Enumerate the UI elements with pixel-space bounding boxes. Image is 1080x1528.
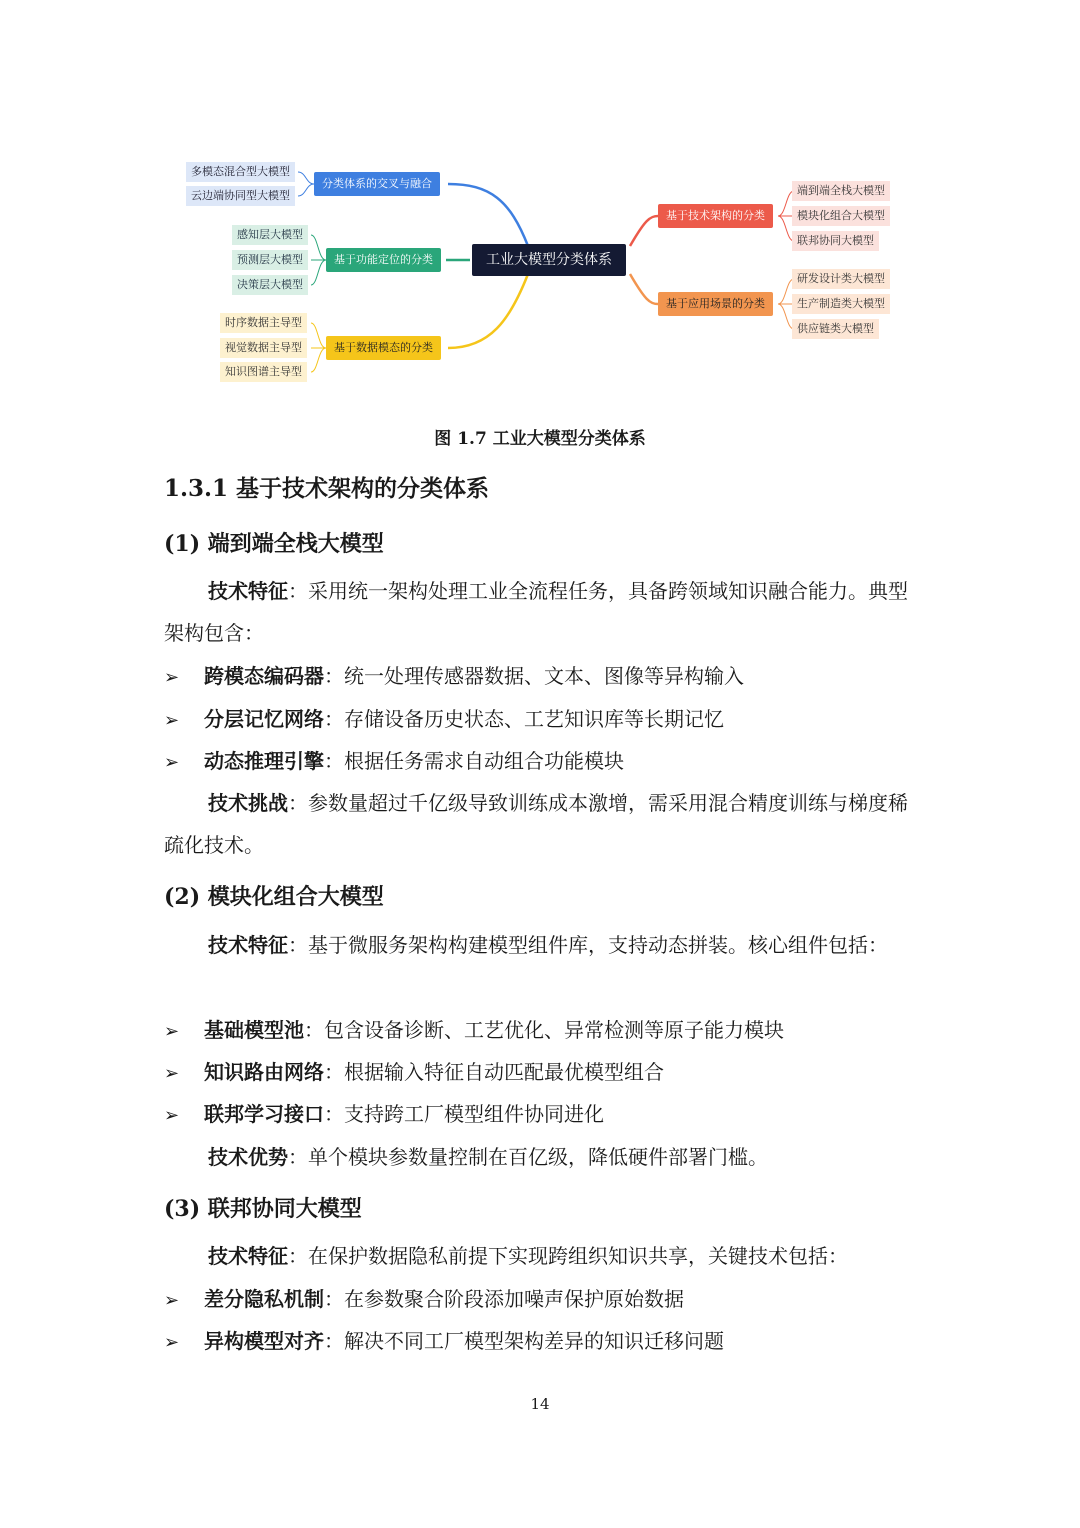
bullet-desc: ：根据任务需求自动组合功能模块: [324, 749, 624, 773]
bullet-arrow-icon: ➢: [164, 1105, 180, 1126]
bullet-arrow-icon: ➢: [164, 1332, 180, 1353]
bullet-desc: ：在参数聚合阶段添加噪声保护原始数据: [324, 1287, 684, 1311]
bullet-term: 联邦学习接口: [204, 1102, 324, 1126]
s3-bullet: [164, 1284, 924, 1316]
leaf-decision: 决策层大模型: [232, 275, 308, 295]
bullet-term: 基础模型池: [204, 1018, 304, 1042]
bullet-term: 动态推理引擎: [204, 749, 324, 773]
bullet-desc: ：支持跨工厂模型组件协同进化: [324, 1102, 604, 1126]
subsection-1-title: (1) 端到端全栈大模型: [164, 531, 384, 557]
s1-bullet: [164, 661, 924, 693]
leaf-perception: 感知层大模型: [232, 225, 308, 245]
s2-advantage-label: 技术优势: [208, 1145, 288, 1169]
bullet-arrow-icon: ➢: [164, 667, 180, 688]
s3-bullet: [164, 1326, 924, 1358]
leaf-knowledge-graph: 知识图谱主导型: [220, 362, 307, 382]
s1-challenge-text: ：参数量超过千亿级导致训练成本激增，需采用混合精度训练与梯度稀疏化技术。: [164, 791, 908, 857]
figure-caption: 图 1.7 工业大模型分类体系: [434, 429, 646, 449]
bullet-arrow-icon: ➢: [164, 710, 180, 731]
bullet-desc: ：统一处理传感器数据、文本、图像等异构输入: [324, 664, 744, 688]
bullet-term: 差分隐私机制: [204, 1287, 324, 1311]
s1-bullet: [164, 704, 924, 736]
leaf-federated: 联邦协同大模型: [792, 231, 879, 251]
s1-bullet: [164, 746, 924, 778]
leaf-prediction: 预测层大模型: [232, 250, 308, 270]
bullet-desc: ：解决不同工厂模型架构差异的知识迁移问题: [324, 1329, 724, 1353]
leaf-multimodal-hybrid: 多模态混合型大模型: [186, 162, 295, 182]
subsection-2-title: (2) 模块化组合大模型: [164, 884, 384, 910]
s3-feature-text: ：在保护数据隐私前提下实现跨组织知识共享，关键技术包括：: [288, 1244, 848, 1268]
bullet-desc: ：包含设备诊断、工艺优化、异常检测等原子能力模块: [304, 1018, 784, 1042]
connector-app: [630, 274, 658, 304]
s2-feature-label: 技术特征: [208, 933, 288, 957]
s2-bullet: [164, 1057, 924, 1089]
s2-bullet: [164, 1099, 924, 1131]
section-heading: 1.3.1 基于技术架构的分类体系: [164, 475, 490, 502]
bullet-term: 跨模态编码器: [204, 664, 324, 688]
bullet-arrow-icon: ➢: [164, 1290, 180, 1311]
subsection-3-title: (3) 联邦协同大模型: [164, 1196, 362, 1222]
bullet-arrow-icon: ➢: [164, 1063, 180, 1084]
bullet-arrow-icon: ➢: [164, 1021, 180, 1042]
s2-feature-text: ：基于微服务架构构建模型组件库，支持动态拼装。核心组件包括：: [288, 933, 888, 957]
page-number: 14: [530, 1395, 550, 1413]
connector-data: [448, 274, 528, 348]
branch-cross: 分类体系的交叉与融合: [314, 172, 440, 196]
s2-advantage-paragraph: [164, 1136, 924, 1178]
s1-challenge-paragraph: [164, 782, 924, 866]
connector-cross: [448, 184, 528, 246]
leaf-end-to-end: 端到端全栈大模型: [792, 181, 890, 201]
s3-feature-paragraph: [164, 1235, 924, 1277]
leaf-manufacturing: 生产制造类大模型: [792, 294, 890, 314]
mind-map-root: 工业大模型分类体系: [472, 244, 626, 276]
s2-bullet: [164, 1015, 924, 1047]
leaf-modular: 模块化组合大模型: [792, 206, 890, 226]
s2-feature-paragraph: [164, 924, 924, 966]
leaf-rd-design: 研发设计类大模型: [792, 269, 890, 289]
bullet-term: 分层记忆网络: [204, 707, 324, 731]
bullet-term: 知识路由网络: [204, 1060, 324, 1084]
bullet-desc: ：根据输入特征自动匹配最优模型组合: [324, 1060, 664, 1084]
s1-feature-label: 技术特征: [208, 579, 288, 603]
bullet-term: 异构模型对齐: [204, 1329, 324, 1353]
branch-data: 基于数据模态的分类: [326, 336, 441, 360]
bullet-desc: ：存储设备历史状态、工艺知识库等长期记忆: [324, 707, 724, 731]
s1-feature-text: ：采用统一架构处理工业全流程任务，具备跨领域知识融合能力。典型架构包含：: [164, 579, 908, 645]
mind-map: [180, 150, 910, 390]
leaf-cloud-edge: 云边端协同型大模型: [186, 186, 295, 206]
leaf-supply-chain: 供应链类大模型: [792, 319, 879, 339]
s1-feature-paragraph: [164, 570, 924, 654]
branch-function: 基于功能定位的分类: [326, 248, 441, 272]
leaf-vision: 视觉数据主导型: [220, 338, 307, 358]
branch-tech: 基于技术架构的分类: [658, 204, 773, 228]
s2-advantage-text: ：单个模块参数量控制在百亿级，降低硬件部署门槛。: [288, 1145, 768, 1169]
connector-tech: [630, 216, 658, 246]
leaf-timeseries: 时序数据主导型: [220, 313, 307, 333]
branch-app: 基于应用场景的分类: [658, 292, 773, 316]
s1-challenge-label: 技术挑战: [208, 791, 288, 815]
bullet-arrow-icon: ➢: [164, 752, 180, 773]
s3-feature-label: 技术特征: [208, 1244, 288, 1268]
